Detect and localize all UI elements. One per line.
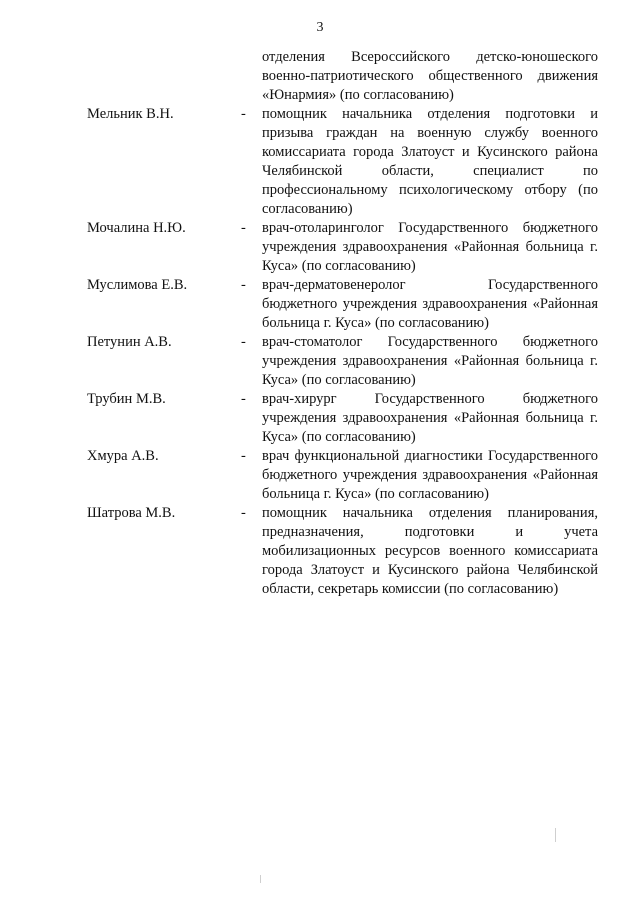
member-row [0, 105, 640, 219]
member-row [0, 219, 640, 276]
page-number: 3 [316, 20, 324, 35]
member-row [0, 390, 640, 447]
member-role: врач-отоларинголог Государственного бюджетного учреждения здравоохранения «Районная больница г. Куса» (по согласованию) [262, 220, 598, 274]
scan-mark [555, 828, 556, 842]
member-name: Хмура А.В. [87, 448, 159, 464]
member-name: Шатрова М.В. [87, 505, 176, 521]
member-role: врач-дерматовенеролог Государственного бюджетного учреждения здравоохранения «Районная больница г. Куса» (по согласованию) [262, 277, 598, 331]
member-role: помощник начальника отделения планирования, предназначения, подготовки и учета мобилизационных ресурсов военного комиссариата города Златоуст и Кусинского района Челябинской области, секретарь комиссии (по согласованию) [262, 505, 598, 597]
member-dash: - [241, 277, 246, 293]
member-role: врач функциональной диагностики Государственного бюджетного учреждения здравоохранения «Районная больница г. Куса» (по согласованию) [262, 448, 598, 502]
member-name: Петунин А.В. [87, 334, 172, 350]
member-name: Муслимова Е.В. [87, 277, 188, 293]
member-row [0, 276, 640, 333]
member-role: врач-стоматолог Государственного бюджетного учреждения здравоохранения «Районная больница г. Куса» (по согласованию) [262, 334, 598, 388]
member-role: врач-хирург Государственного бюджетного учреждения здравоохранения «Районная больница г. Куса» (по согласованию) [262, 391, 598, 445]
member-dash: - [241, 448, 246, 464]
member-row [0, 333, 640, 390]
member-role: отделения Всероссийского детско-юношеского военно-патриотического общественного движения «Юнармия» (по согласованию) [262, 49, 598, 103]
member-dash: - [241, 334, 246, 350]
member-dash: - [241, 505, 246, 521]
member-dash: - [241, 106, 246, 122]
member-role: помощник начальника отделения подготовки и призыва граждан на военную службу военного комиссариата города Златоуст и Кусинского района Челябинской области, специалист по профессиональному психологическому отбору (по согласованию) [262, 106, 598, 217]
member-name: Мочалина Н.Ю. [87, 220, 186, 236]
member-row [0, 504, 640, 599]
member-dash: - [241, 391, 246, 407]
member-row [0, 447, 640, 504]
scan-mark [260, 875, 261, 883]
member-dash: - [241, 220, 246, 236]
commission-member-list [0, 48, 640, 599]
member-name: Мельник В.Н. [87, 106, 174, 122]
member-row-continuation [0, 48, 640, 105]
member-name: Трубин М.В. [87, 391, 166, 407]
